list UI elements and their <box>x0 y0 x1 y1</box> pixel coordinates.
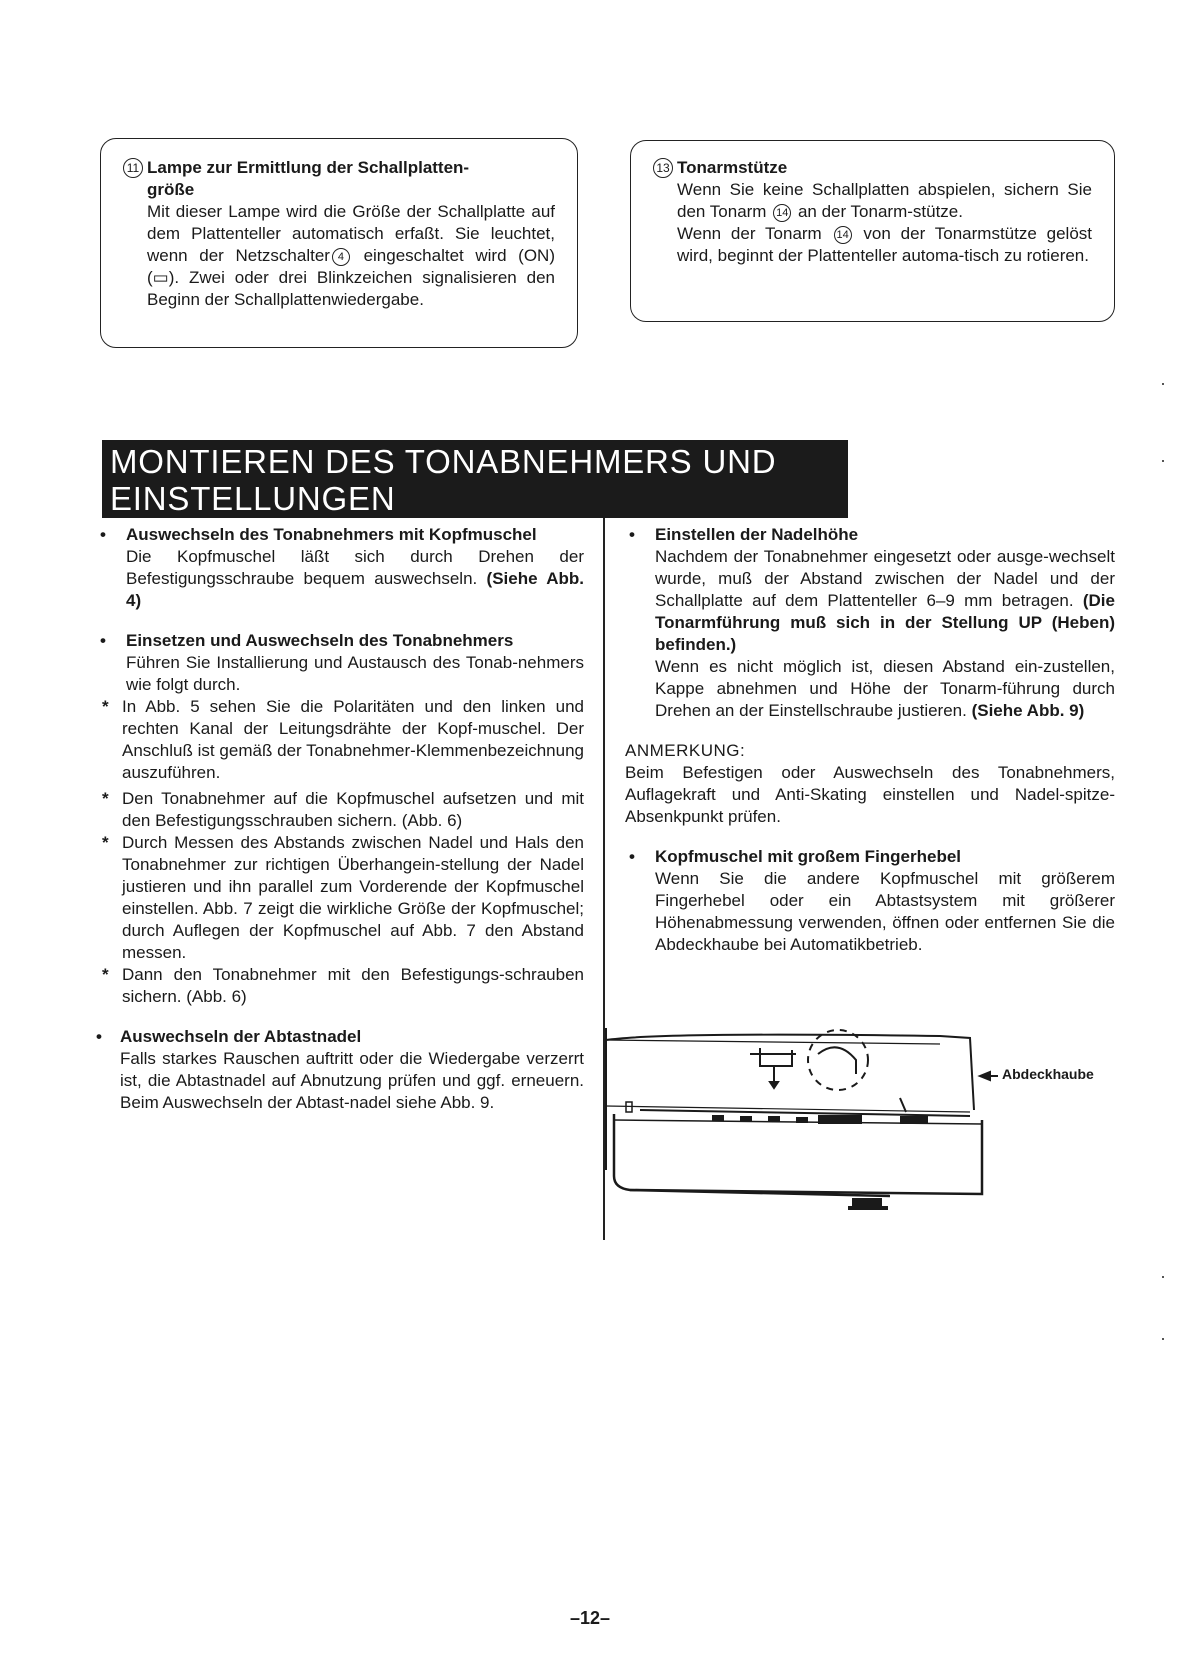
turntable-dust-cover-figure <box>600 1020 1120 1250</box>
section-banner <box>102 440 848 518</box>
item-number-badge: 13 <box>653 158 673 178</box>
section-text: Nachdem der Tonabnehmer eingesetzt oder ausge-wechselt wurde, muß der Abstand zwischen der Nadel und der Schallplatte auf dem Plattenteller 6–9 mm betragen. (Die Tonarmführung muß sich in der Stellung UP (Heben) befinden.) <box>655 547 1115 654</box>
box-title: 13 Tonarmstütze <box>653 157 1092 179</box>
reference-badge: 14 <box>773 204 791 222</box>
instruction-step: * Durch Messen des Abstands zwischen Nadel und Hals den Tonabnehmer zur richtigen Überhangein-stellung der Nadel justieren und ihn parallel zum Vorderende der Kopfmuschel einstellen. Abb. 7 zeigt die wirkliche Größe der Kopfmuschel; durch Auflegen der Kopfmuschel auf Abb. 7 den Abstand messen. <box>102 833 584 962</box>
note-text: Beim Befestigen oder Auswechseln des Tonabnehmers, Auflagekraft und Anti-Skating einstellen und Nadel-spitze-Absenkpunkt prüfen. <box>625 763 1115 826</box>
section-text: Wenn Sie die andere Kopfmuschel mit größerem Fingerhebel oder ein Abtastsystem mit größerer Höhenabmessung verwenden, öffnen oder entfernen Sie die Abdeckhaube bei Automatikbetrieb. <box>655 869 1115 954</box>
instruction-step: * Dann den Tonabnehmer mit den Befestigungs-schrauben sichern. (Abb. 6) <box>102 965 584 1006</box>
section-install-cartridge <box>96 630 584 1008</box>
scan-speck <box>1162 1276 1164 1278</box>
right-column <box>625 524 1115 974</box>
section-heading: • Auswechseln des Tonabnehmers mit Kopfmuschel <box>100 525 537 544</box>
scan-speck <box>1162 460 1164 462</box>
section-heading: • Einsetzen und Auswechseln des Tonabnehmers <box>100 631 514 650</box>
box-body: Mit dieser Lampe wird die Größe der Schallplatte auf dem Plattenteller automatisch erfaßt. Sie leuchtet, wenn der Netzschalter 4 eingeschaltet wird (ON) (▭). Zwei oder drei Blinkzeichen signalisieren den Beginn der Schallplattenwiedergabe. <box>147 202 555 309</box>
section-heading: • Kopfmuschel mit großem Fingerhebel <box>629 847 962 866</box>
info-box-tonearm-rest <box>630 140 1115 322</box>
note-title: ANMERKUNG: <box>625 741 746 760</box>
section-stylus-replacement <box>96 1026 584 1114</box>
item-number-badge: 11 <box>123 158 143 178</box>
box-title-continuation: größe <box>147 180 195 199</box>
section-stylus-height <box>625 524 1115 722</box>
instruction-step: * Den Tonabnehmer auf die Kopfmuschel aufsetzen und mit den Befestigungsschrauben sichern. (Abb. 6) <box>102 789 584 830</box>
box-title: 11 Lampe zur Ermittlung der Schallplatten- <box>123 157 555 179</box>
page-number: –12– <box>570 1608 611 1628</box>
info-box-record-size-lamp <box>100 138 578 348</box>
section-text: Wenn es nicht möglich ist, diesen Abstand ein-zustellen, Kappe abnehmen und Höhe der Tonarm-führung durch Drehen an der Einstellschraube justieren. (Siehe Abb. 9) <box>655 657 1115 720</box>
reference-badge: 14 <box>834 226 852 244</box>
box-body: Wenn Sie keine Schallplatten abspielen, sichern Sie den Tonarm 14 an der Tonarm-stütze. <box>677 180 1092 221</box>
scan-speck <box>1162 1338 1164 1340</box>
section-cartridge-headshell <box>96 524 584 612</box>
section-text: Die Kopfmuschel läßt sich durch Drehen der Befestigungsschraube bequem auswechseln. (Siehe Abb. 4) <box>126 547 584 610</box>
box-body: Wenn der Tonarm 14 von der Tonarmstütze gelöst wird, beginnt der Plattenteller automa-tisch zu rotieren. <box>677 224 1093 265</box>
section-text: Führen Sie Installierung und Austausch des Tonab-nehmers wie folgt durch. <box>126 653 584 694</box>
section-large-finger-lift <box>625 846 1115 956</box>
figure-label-dust-cover: Abdeckhaube <box>1002 1066 1094 1082</box>
instruction-step: * In Abb. 5 sehen Sie die Polaritäten und den linken und rechten Kanal der Leitungsdrähte der Kopf-muschel. Der Anschluß ist gemäß der Tonabnehmer-Klemmenbezeichnung auszuführen. <box>102 697 584 782</box>
scan-speck <box>1162 383 1164 385</box>
left-column <box>96 524 584 1132</box>
section-heading: • Auswechseln der Abtastnadel <box>96 1027 362 1046</box>
banner-line: EINSTELLUNGEN <box>110 480 396 517</box>
section-heading: • Einstellen der Nadelhöhe <box>629 525 859 544</box>
note-block <box>625 740 1115 828</box>
reference-badge: 4 <box>332 248 350 266</box>
banner-line: MONTIEREN DES TONABNEHMERS UND <box>110 443 777 480</box>
section-text: Falls starkes Rauschen auftritt oder die Wiedergabe verzerrt ist, die Abtastnadel auf Abnutzung prüfen und ggf. erneuern. Beim Auswechseln der Abtast-nadel siehe Abb. 9. <box>120 1049 584 1112</box>
turntable-illustration <box>600 1020 1120 1250</box>
